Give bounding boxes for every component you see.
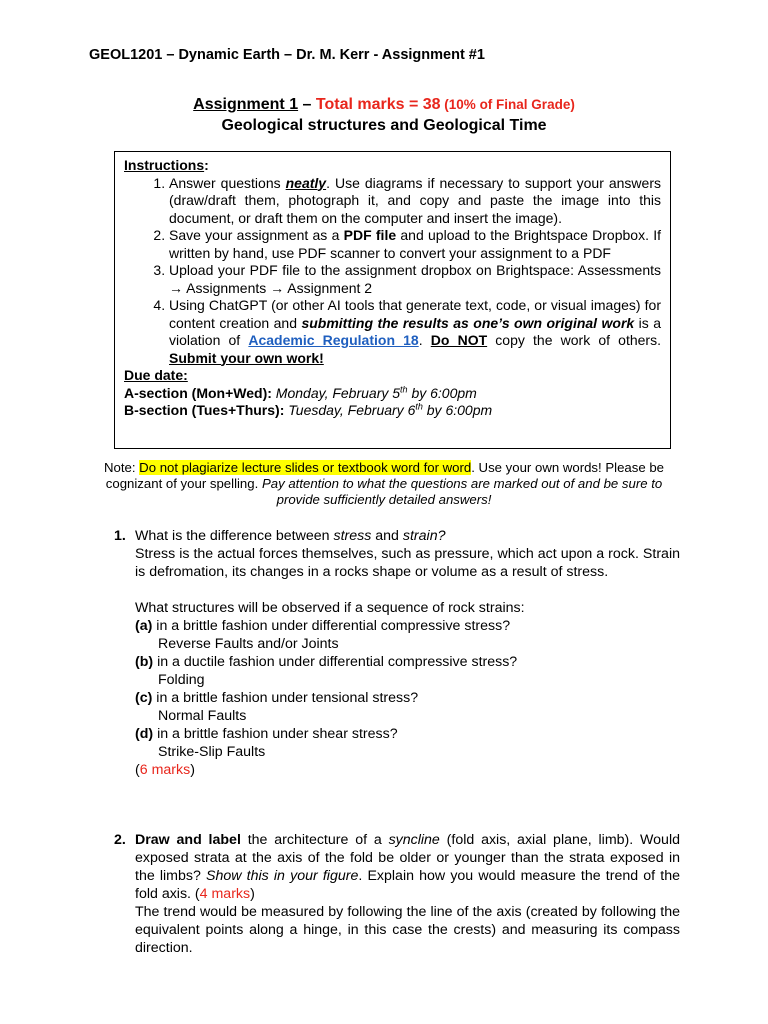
arrow-icon: → bbox=[169, 279, 183, 296]
question-body bbox=[135, 831, 680, 957]
due-date-a-section: A-section (Mon+Wed): Monday, February 5th by 6:00pm bbox=[124, 383, 477, 401]
title-dash: – bbox=[298, 96, 316, 113]
due-date-heading: Due date: bbox=[124, 367, 188, 383]
instructions-heading-line: Instructions: bbox=[124, 157, 209, 173]
academic-regulation-link[interactable]: Academic Regulation 18 bbox=[248, 332, 419, 348]
question-text: Draw and label the architecture of a syncline (fold axis, axial plane, limb). Would exposed strata at the axis of the fold be older or younger than the strata exposed in the limbs? Show this in your figure. Explain how you would measure the trend of the fold axis. (4 marks) bbox=[135, 832, 681, 902]
due-date-b-section: B-section (Tues+Thurs): Tuesday, February 6th by 6:00pm bbox=[124, 401, 493, 418]
arrow-icon: → bbox=[270, 279, 285, 296]
answer-text: The trend would be measured by following the line of the axis (created by following the equivalent points along a hinge, in this case the crests) and measuring its compass direction. bbox=[135, 904, 680, 956]
instructions-box bbox=[114, 151, 671, 449]
plagiarism-note: Note: Do not plagiarize lecture slides or textbook word for word. Use your own words! Please be cognizant of your spelling. Pay attention to what the questions are marked out of and be sure to provide sufficiently detailed answers! bbox=[103, 460, 664, 507]
question-number: 2. bbox=[114, 832, 126, 848]
sub-question-a: (a) in a brittle fashion under differential compressive stress? bbox=[135, 618, 511, 634]
instruction-item-4: 4. Using ChatGPT (or other AI tools that generate text, code, or visual images) for content creation and submitting the results as one’s own original work is a violation of Academic Regulation 18. Do NOT copy the work of others. Submit your own work! bbox=[169, 297, 661, 367]
question-text: What is the difference between stress and strain? bbox=[135, 528, 446, 544]
question-marks: (6 marks) bbox=[135, 762, 195, 778]
instruction-item-3: 3. Upload your PDF file to the assignment dropbox on Brightspace: Assessments → Assignments → Assignment 2 bbox=[169, 262, 661, 297]
assignment-label: Assignment 1 bbox=[193, 96, 299, 113]
question-1 bbox=[114, 527, 680, 779]
sub-question-b: (b) in a ductile fashion under differential compressive stress? bbox=[135, 654, 518, 670]
question-2 bbox=[114, 831, 680, 957]
grade-percent: (10% of Final Grade) bbox=[440, 97, 575, 112]
assignment-subtitle: Geological structures and Geological Time bbox=[221, 117, 547, 134]
instruction-item-2: 2. Save your assignment as a PDF file and upload to the Brightspace Dropbox. If written by hand, use PDF scanner to convert your assignment to a PDF bbox=[169, 227, 661, 262]
instruction-item-1: 1. Answer questions neatly. Use diagrams if necessary to support your answers (draw/draft them, photograph it, and copy and paste the image into this document, or draft them on the computer and insert the image). bbox=[169, 175, 661, 228]
total-marks: Total marks = 38 bbox=[315, 96, 441, 113]
answer-text: Stress is the actual forces themselves, such as pressure, which act upon a rock. Strain is defromation, its changes in a rocks shape or volume as a result of stress. bbox=[135, 546, 680, 580]
sub-question-d: (d) in a brittle fashion under shear stress? bbox=[135, 726, 398, 742]
assignment-title bbox=[0, 95, 768, 115]
sub-answer-a: Reverse Faults and/or Joints bbox=[158, 636, 339, 652]
highlighted-warning: Do not plagiarize lecture slides or textbook word for word bbox=[139, 460, 472, 475]
sub-question-c: (c) in a brittle fashion under tensional stress? bbox=[135, 690, 419, 706]
sub-answer-b: Folding bbox=[158, 672, 205, 688]
sub-answer-c: Normal Faults bbox=[158, 708, 247, 724]
title-block bbox=[0, 95, 768, 137]
document-header: GEOL1201 – Dynamic Earth – Dr. M. Kerr - Assignment #1 bbox=[89, 47, 485, 63]
instructions-list bbox=[124, 175, 661, 368]
instructions-heading: Instructions bbox=[124, 157, 205, 173]
sub-question-intro: What structures will be observed if a sequence of rock strains: bbox=[135, 600, 525, 616]
sub-answer-d: Strike-Slip Faults bbox=[158, 744, 266, 760]
question-number: 1. bbox=[114, 528, 126, 544]
question-body bbox=[135, 527, 680, 779]
